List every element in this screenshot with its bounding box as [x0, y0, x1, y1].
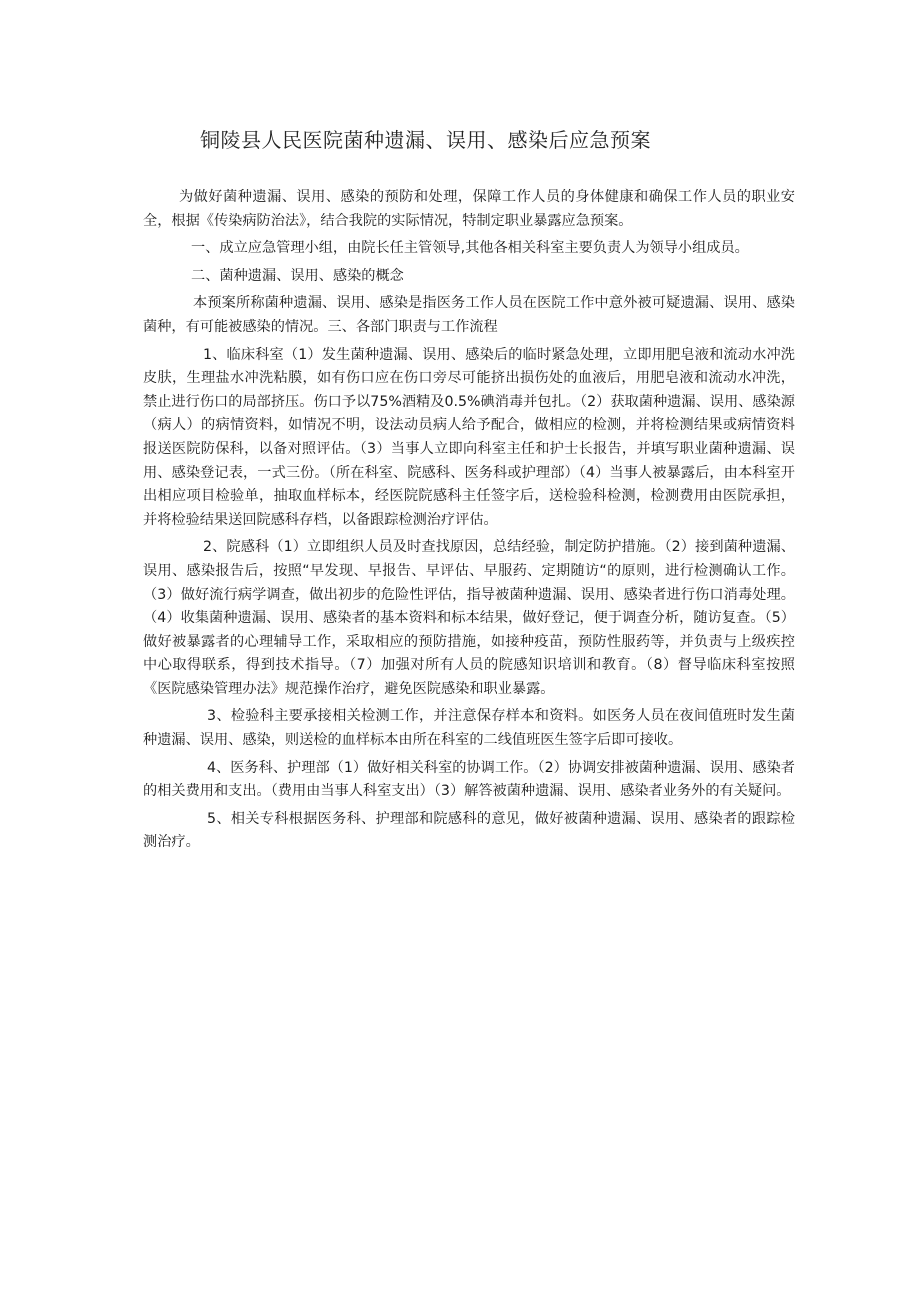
paragraph-lab-dept: 3、检验科主要承接相关检测工作，并注意保存样本和资料。如医务人员在夜间值班时发生菌种遗漏、误用、感染，则送检的血样标本由所在科室的二线值班医生签字后即可接收。: [143, 708, 795, 749]
paragraph-section-1: 一、成立应急管理小组，由院长任主管领导,其他各相关科室主要负责人为领导小组成员。: [191, 240, 749, 257]
paragraph-clinical-dept: 1、临床科室（1）发生菌种遗漏、误用、感染后的临时紧急处理，立即用肥皂液和流动水冲洗皮肤，生理盐水冲洗粘膜，如有伤口应在伤口旁尽可能挤出损伤处的血液后，用肥皂液和流动水冲洗，禁止进行伤口的局部挤压。伤口予以75%酒精及0.5%碘消毒并包扎。（2）获取菌种遗漏、误用、感染源（病人）的病情资料，如情况不明，设法动员病人给予配合，做相应的检测，并将检测结果或病情资料报送医院防保科，以备对照评估。（3）当事人立即向科室主任和护士长报告，并填写职业菌种遗漏、误用、感染登记表，一式三份。（所在科室、院感科、医务科或护理部）（4）当事人被暴露后，由本科室开出相应项目检验单，抽取血样标本，经医院院感科主任签字后，送检验科检测，检测费用由医院承担，并将检验结果送回院感科存档，以备跟踪检测治疗评估。: [143, 346, 795, 528]
paragraph-specialty-dept: 5、相关专科根据医务科、护理部和院感科的意见，做好被菌种遗漏、误用、感染者的跟踪检测治疗。: [143, 810, 795, 851]
document-body: [143, 186, 795, 859]
paragraph-definition: 本预案所称菌种遗漏、误用、感染是指医务工作人员在医院工作中意外被可疑遗漏、误用、感染菌种，有可能被感染的情况。三、各部门职责与工作流程: [143, 295, 795, 335]
document-title: 铜陵县人民医院菌种遗漏、误用、感染后应急预案: [200, 128, 651, 152]
paragraph-intro: 为做好菌种遗漏、误用、感染的预防和处理，保障工作人员的身体健康和确保工作人员的职业安全，根据《传染病防治法》，结合我院的实际情况，特制定职业暴露应急预案。: [143, 189, 795, 229]
paragraph-infection-dept: 2、院感科（1）立即组织人员及时查找原因，总结经验，制定防护措施。（2）接到菌种遗漏、误用、感染报告后，按照“早发现、早报告、早评估、早服药、定期随访“的原则，进行检测确认工作。（3）做好流行病学调查，做出初步的危险性评估，指导被菌种遗漏、误用、感染者进行伤口消毒处理。（4）收集菌种遗漏、误用、感染者的基本资料和标本结果，做好登记，便于调查分析，随访复查。（5）做好被暴露者的心理辅导工作，采取相应的预防措施，如接种疫苗，预防性服药等，并负责与上级疾控中心取得联系，得到技术指导。（7）加强对所有人员的院感知识培训和教育。（8）督导临床科室按照《医院感染管理办法》规范操作治疗，避免医院感染和职业暴露。: [143, 539, 795, 697]
paragraph-medical-nursing-dept: 4、医务科、护理部（1）做好相关科室的协调工作。（2）协调安排被菌种遗漏、误用、感染者的相关费用和支出。（费用由当事人科室支出）（3）解答被菌种遗漏、误用、感染者业务外的有关疑问。: [143, 759, 795, 800]
paragraph-section-2: 二、菌种遗漏、误用、感染的概念: [191, 267, 404, 284]
